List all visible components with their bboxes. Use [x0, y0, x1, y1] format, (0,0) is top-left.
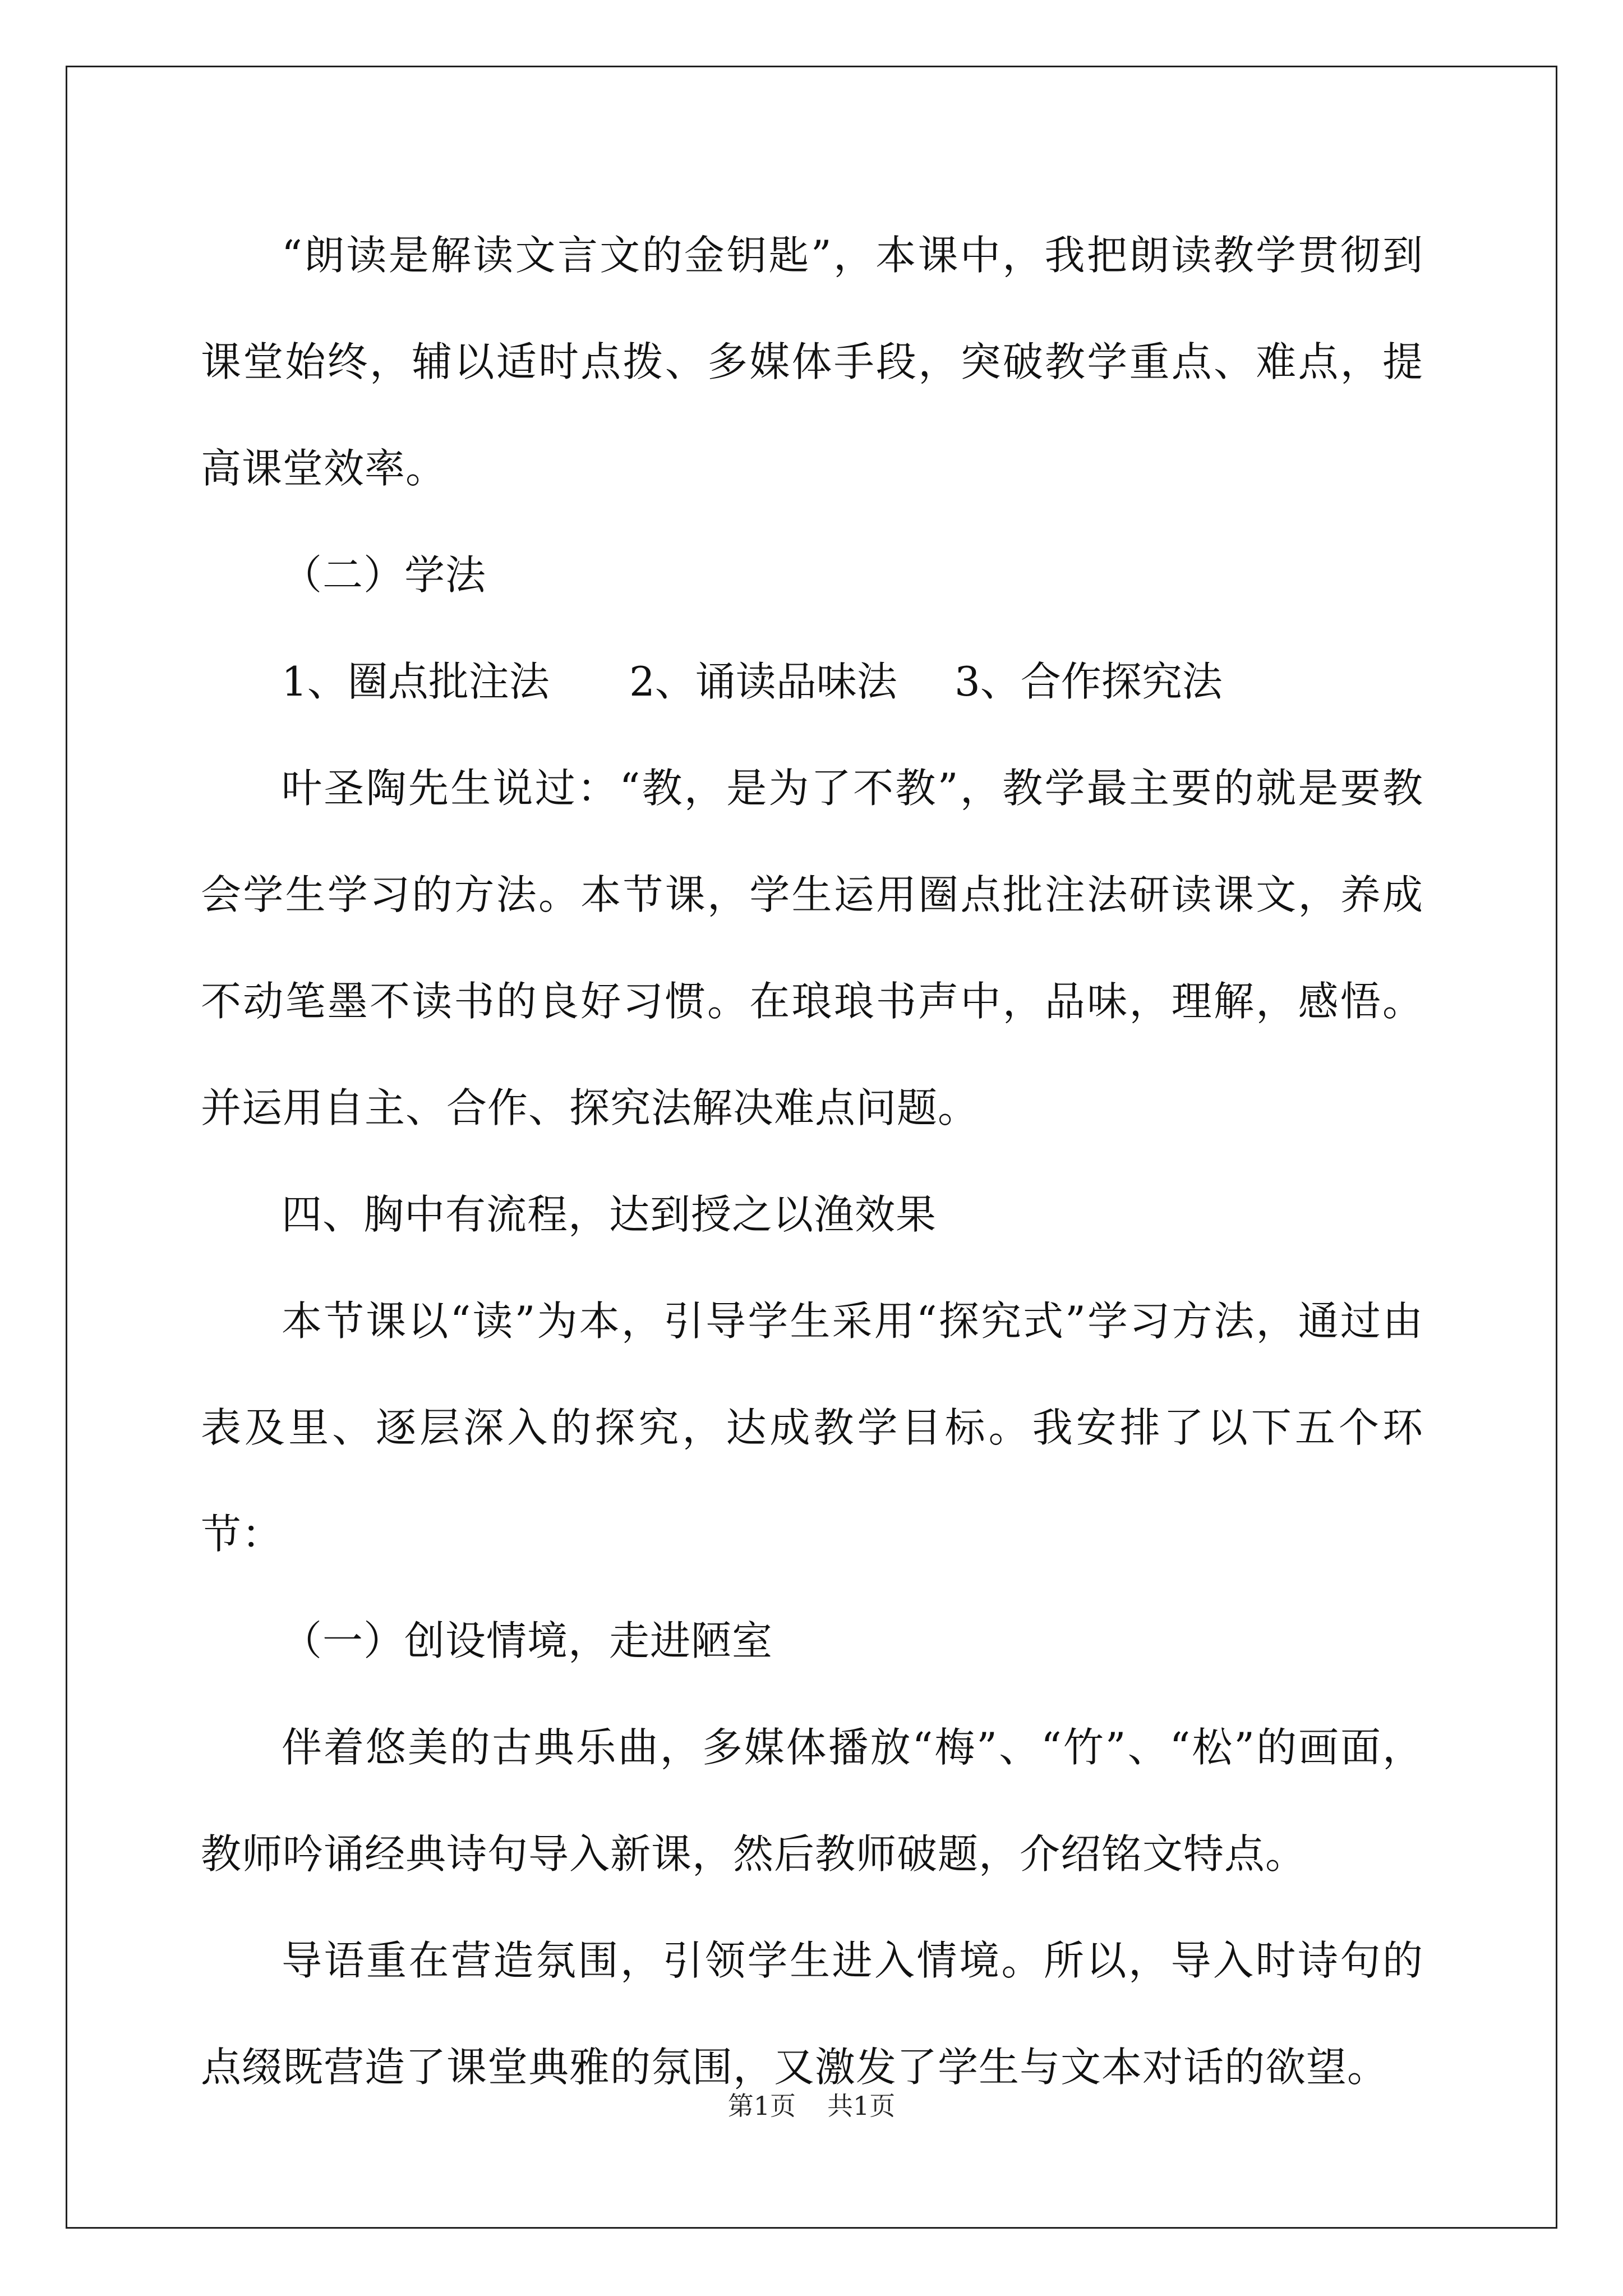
method-item: 3、合作探究法: [955, 658, 1223, 705]
paragraph-reading-key: “朗读是解读文言文的金钥匙”，本课中，我把朗读教学贯彻到课堂始终，辅以适时点拨、多媒体手段，突破教学重点、难点，提高课堂效率。: [201, 232, 1423, 492]
paragraph-lead-in: 导语重在营造氛围，引领学生进入情境。所以，导入时诗句的点缀既营造了课堂典雅的氛围，又激发了学生与文本对话的欲望。: [201, 1937, 1423, 2091]
page-footer: [0, 2086, 1623, 2123]
heading-study-method: （二）学法: [282, 551, 487, 599]
method-item: 2、诵读品味法: [629, 658, 897, 705]
paragraph-music-intro: 伴着悠美的古典乐曲，多媒体播放“梅”、“竹”、“松”的画面，教师吟诵经典诗句导入新课，然后教师破题，介绍铭文特点。: [201, 1724, 1423, 1878]
paragraph-reading-based: 本节课以“读”为本，引导学生采用“探究式”学习方法，通过由表及里、逐层深入的探究，达成教学目标。我安排了以下五个环节：: [201, 1297, 1423, 1558]
paragraph-ye-shengtao: 叶圣陶先生说过：“教，是为了不教”，教学最主要的就是要教会学生学习的方法。本节课，学生运用圈点批注法研读课文，养成不动笔墨不读书的良好习惯。在琅琅书声中，品味，理解，感悟。并运用自主、合作、探究法解决难点问题。: [201, 765, 1423, 1131]
method-item: 1、圈点批注法: [282, 658, 550, 705]
document-body: [201, 202, 1423, 2120]
method-list: [201, 628, 1423, 735]
page-number: 第1页: [727, 2091, 796, 2121]
heading-create-context: （一）创设情境，走进陋室: [282, 1617, 773, 1664]
heading-section-four: 四、胸中有流程，达到授之以渔效果: [282, 1191, 937, 1238]
page-total: 共1页: [827, 2091, 896, 2121]
